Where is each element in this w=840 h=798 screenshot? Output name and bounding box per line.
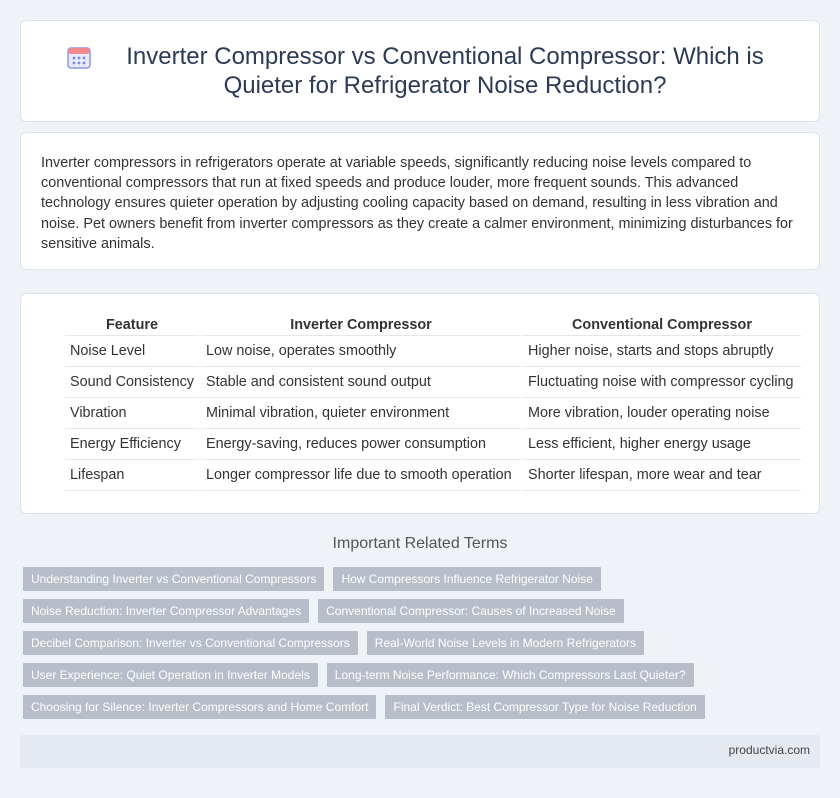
header-conventional: Conventional Compressor bbox=[523, 316, 801, 336]
tag-row bbox=[23, 631, 823, 655]
table-cell: Minimal vibration, quieter environment bbox=[201, 398, 521, 429]
related-term-link[interactable]: User Experience: Quiet Operation in Inverter Models bbox=[23, 663, 318, 687]
header-feature: Feature bbox=[65, 316, 199, 336]
tag-row bbox=[23, 663, 823, 687]
related-term-link[interactable]: Understanding Inverter vs Conventional Compressors bbox=[23, 567, 324, 591]
table-row bbox=[65, 398, 801, 429]
table-cell: Sound Consistency bbox=[65, 367, 199, 398]
title-wrap bbox=[65, 42, 775, 100]
related-term-link[interactable]: Conventional Compressor: Causes of Increased Noise bbox=[318, 599, 623, 623]
table-cell: Vibration bbox=[65, 398, 199, 429]
footer bbox=[20, 735, 820, 768]
table-cell: Less efficient, higher energy usage bbox=[523, 429, 801, 460]
table-cell: Lifespan bbox=[65, 460, 199, 491]
table-cell: Higher noise, starts and stops abruptly bbox=[523, 336, 801, 367]
related-term-link[interactable]: Long-term Noise Performance: Which Compressors Last Quieter? bbox=[327, 663, 694, 687]
title-card bbox=[20, 20, 820, 122]
table-cell: Longer compressor life due to smooth operation bbox=[201, 460, 521, 491]
header-inverter: Inverter Compressor bbox=[201, 316, 521, 336]
related-term-link[interactable]: Noise Reduction: Inverter Compressor Advantages bbox=[23, 599, 309, 623]
related-terms-list bbox=[23, 567, 823, 727]
table-header-row bbox=[65, 316, 801, 336]
table-cell: Fluctuating noise with compressor cycling bbox=[523, 367, 801, 398]
table-row bbox=[65, 460, 801, 491]
table-cell: Shorter lifespan, more wear and tear bbox=[523, 460, 801, 491]
table-row bbox=[65, 336, 801, 367]
table-cell: More vibration, louder operating noise bbox=[523, 398, 801, 429]
intro-card bbox=[20, 132, 820, 270]
table-cell: Noise Level bbox=[65, 336, 199, 367]
comparison-table bbox=[63, 316, 803, 491]
footer-site-link[interactable]: productvia.com bbox=[728, 743, 810, 757]
related-term-link[interactable]: Real-World Noise Levels in Modern Refrigerators bbox=[367, 631, 644, 655]
related-term-link[interactable]: How Compressors Influence Refrigerator Noise bbox=[333, 567, 600, 591]
table-cell: Stable and consistent sound output bbox=[201, 367, 521, 398]
calendar-icon bbox=[65, 43, 93, 71]
comparison-card bbox=[20, 293, 820, 514]
table-cell: Energy-saving, reduces power consumption bbox=[201, 429, 521, 460]
tag-row bbox=[23, 695, 823, 719]
related-terms-title: Important Related Terms bbox=[332, 535, 508, 552]
table-cell: Low noise, operates smoothly bbox=[201, 336, 521, 367]
intro-paragraph: Inverter compressors in refrigerators operate at variable speeds, significantly reducing noise levels compared to conventional compressors that run at fixed speeds and produce louder, more frequent sounds. This advanced technology ensures quieter operation by adjusting cooling capacity based on demand, resulting in less vibration and noise. Pet owners benefit from inverter compressors as they create a calmer environment, minimizing disturbances for sensitive animals. bbox=[41, 155, 793, 252]
tag-row bbox=[23, 567, 823, 591]
table-row bbox=[65, 429, 801, 460]
related-term-link[interactable]: Choosing for Silence: Inverter Compressors and Home Comfort bbox=[23, 695, 376, 719]
related-term-link[interactable]: Final Verdict: Best Compressor Type for Noise Reduction bbox=[385, 695, 704, 719]
table-cell: Energy Efficiency bbox=[65, 429, 199, 460]
tag-row bbox=[23, 599, 823, 623]
table-row bbox=[65, 367, 801, 398]
page-title: Inverter Compressor vs Conventional Compressor: Which is Quieter for Refrigerator Noise Reduction? bbox=[126, 43, 764, 99]
related-term-link[interactable]: Decibel Comparison: Inverter vs Conventional Compressors bbox=[23, 631, 358, 655]
